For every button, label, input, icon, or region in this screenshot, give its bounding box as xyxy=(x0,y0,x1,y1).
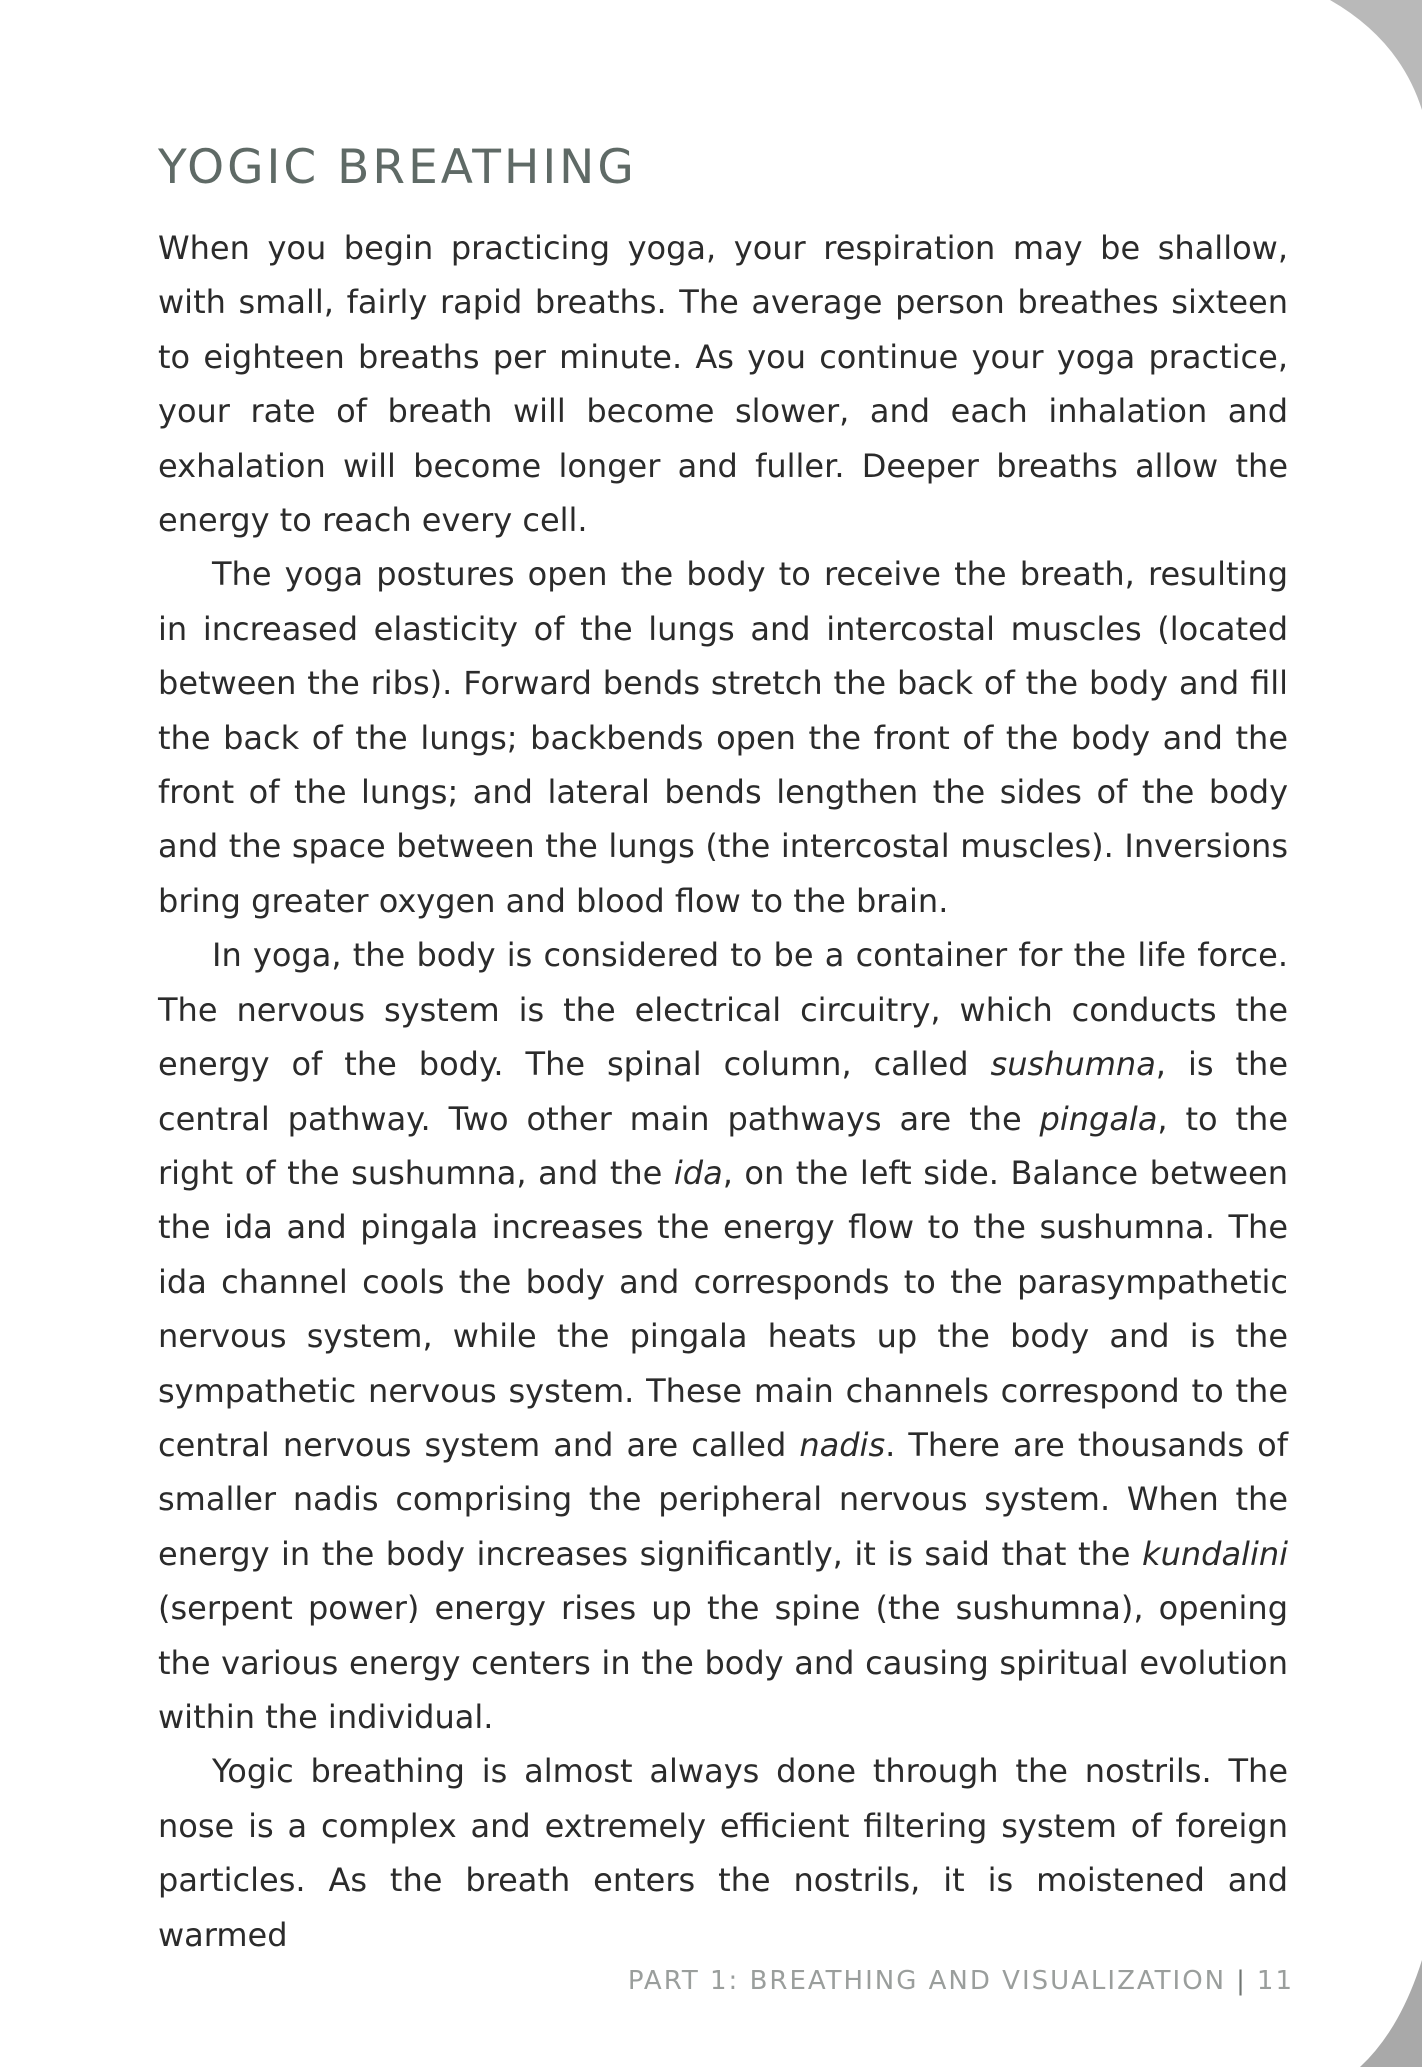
paragraph xyxy=(158,1744,1288,1962)
body-text xyxy=(158,221,1288,1962)
page-number: 11 xyxy=(1256,1966,1294,1996)
text-run: , is the central pathway. Two other main pathways are the xyxy=(158,1045,1288,1138)
italic-term: ida xyxy=(673,1153,723,1192)
text-run: When you begin practicing yoga, your respiration may be shallow, with small, fairly rapid breaths. The average person breathes sixteen to eighteen breaths per minute. As you continue your yoga practice, your rate of breath will become slower, and each inhalation and exhalation will become longer and fuller. Deeper breaths allow the energy to reach every cell. xyxy=(158,229,1288,540)
paragraph xyxy=(158,221,1288,547)
text-run: (serpent power) energy rises up the spine (the sushumna), opening the various energy centers in the body and causing spiritual evolution within the individual. xyxy=(158,1589,1288,1736)
text-run: In yoga, the body is considered to be a container for the life force. The nervous system is the electrical circuitry, which conducts the energy of the body. The spinal column, called xyxy=(158,936,1288,1084)
italic-term: pingala xyxy=(1039,1099,1158,1138)
paragraph xyxy=(158,547,1288,928)
text-run: Yogic breathing is almost always done through the nostrils. The nose is a complex and extremely efficient filtering system of foreign particles. As the breath enters the nostrils, it is moistened and warmed xyxy=(158,1752,1288,1954)
book-page xyxy=(158,140,1288,1962)
text-run: , to the right of the sushumna, and the xyxy=(158,1099,1288,1192)
text-run: The yoga postures open the body to receive the breath, resulting in increased elasticity of the lungs and intercostal muscles (located between the ribs). Forward bends stretch the back of the body and fill the back of the lungs; backbends open the front of the body and the front of the lungs; and lateral bends lengthen the sides of the body and the space between the lungs (the intercostal muscles). Inversions bring greater oxygen and blood flow to the brain. xyxy=(158,555,1288,920)
italic-term: nadis xyxy=(799,1425,886,1464)
text-run: , on the left side. Balance between the ida and pingala increases the energy flow to the sushumna. The ida channel cools the body and corresponds to the parasympathetic nervous system, while the pingala heats up the body and is the sympathetic nervous system. These main channels correspond to the central nervous system and are called xyxy=(158,1153,1289,1464)
italic-term: sushumna xyxy=(990,1045,1156,1084)
page-footer xyxy=(628,1966,1294,1996)
footer-section-title: PART 1: BREATHING AND VISUALIZATION xyxy=(627,1966,1227,1996)
page-heading: YOGIC BREATHING xyxy=(158,140,637,195)
paragraph xyxy=(158,928,1288,1744)
italic-term: kundalini xyxy=(1142,1534,1288,1573)
text-run: . There are thousands of smaller nadis comprising the peripheral nervous system. When the energy in the body increases significantly, it is said that the xyxy=(158,1425,1289,1573)
footer-separator: | xyxy=(1236,1966,1247,1996)
